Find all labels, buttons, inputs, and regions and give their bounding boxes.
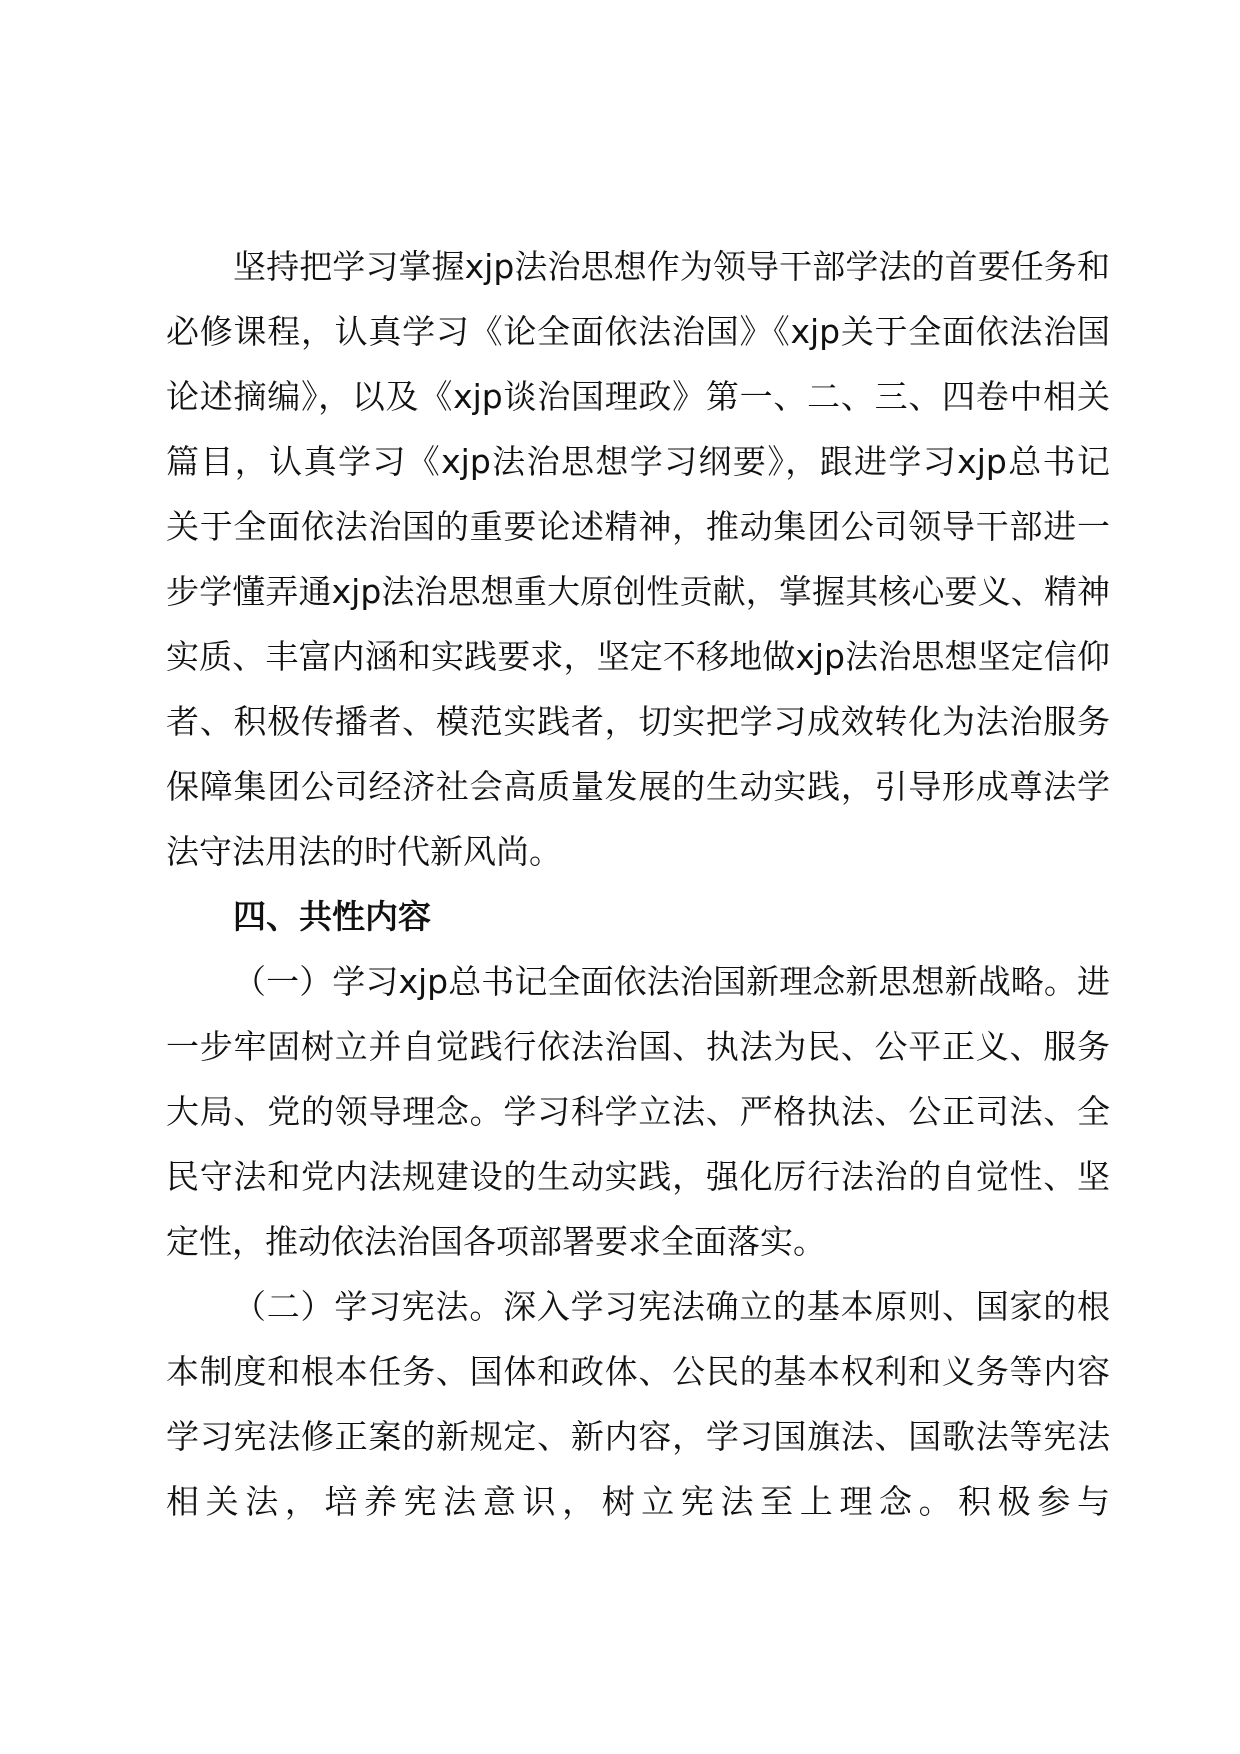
text-line: 步学懂弄通xjp法治思想重大原创性贡献，掌握其核心要义、精神 (166, 572, 1110, 611)
text-line: 篇目，认真学习《xjp法治思想学习纲要》，跟进学习xjp总书记 (166, 442, 1110, 481)
heading-text: 四、共性内容 (233, 897, 431, 936)
text-line: 必修课程，认真学习《论全面依法治国》《xjp关于全面依法治国 (166, 312, 1110, 351)
document-body (166, 234, 1110, 1534)
text-line: 定性，推动依法治国各项部署要求全面落实。 (166, 1222, 826, 1261)
text-line: 法守法用法的时代新风尚。 (166, 832, 562, 871)
text-line: （二）学习宪法。深入学习宪法确立的基本原则、国家的根 (233, 1287, 1110, 1326)
paragraph-item-2 (166, 1274, 1110, 1534)
paragraph-study-thought (166, 234, 1110, 884)
text-line: 者、积极传播者、模范实践者，切实把学习成效转化为法治服务 (166, 702, 1110, 741)
text-line: 学习宪法修正案的新规定、新内容，学习国旗法、国歌法等宪法 (166, 1417, 1110, 1456)
section-heading (166, 884, 1110, 949)
text-line: 本制度和根本任务、国体和政体、公民的基本权利和义务等内容 (166, 1352, 1110, 1391)
text-line: 相关法，培养宪法意识，树立宪法至上理念。积极参与 (166, 1482, 1110, 1521)
text-line: 关于全面依法治国的重要论述精神，推动集团公司领导干部进一 (166, 507, 1110, 546)
text-line: 坚持把学习掌握xjp法治思想作为领导干部学法的首要任务和 (233, 247, 1110, 286)
text-line: 论述摘编》，以及《xjp谈治国理政》第一、二、三、四卷中相关 (166, 377, 1110, 416)
text-line: 大局、党的领导理念。学习科学立法、严格执法、公正司法、全 (166, 1092, 1110, 1131)
text-line: （一）学习xjp总书记全面依法治国新理念新思想新战略。进 (233, 962, 1110, 1001)
paragraph-item-1 (166, 949, 1110, 1274)
text-line: 保障集团公司经济社会高质量发展的生动实践，引导形成尊法学 (166, 767, 1110, 806)
text-line: 实质、丰富内涵和实践要求，坚定不移地做xjp法治思想坚定信仰 (166, 637, 1110, 676)
text-line: 民守法和党内法规建设的生动实践，强化厉行法治的自觉性、坚 (166, 1157, 1110, 1196)
text-line: 一步牢固树立并自觉践行依法治国、执法为民、公平正义、服务 (166, 1027, 1110, 1066)
